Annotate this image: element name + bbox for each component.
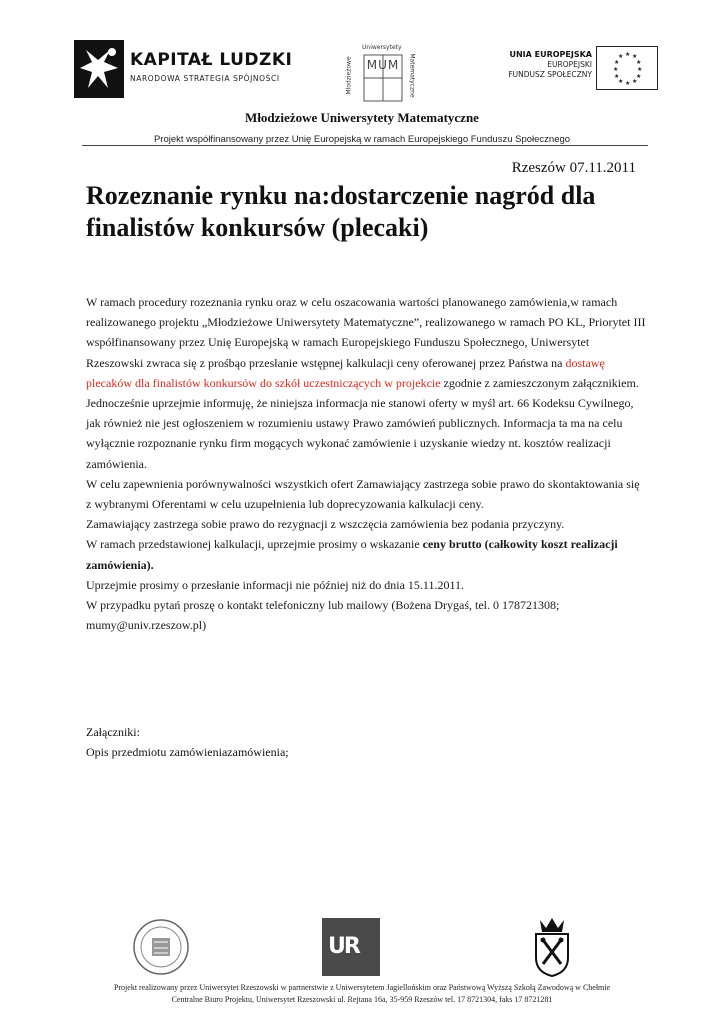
paragraph-5 (86, 534, 646, 574)
paragraph-1-text-b: zgodnie z zamieszczonym załącznikiem. (440, 375, 639, 390)
paragraph-1 (86, 292, 646, 393)
project-title: Młodzieżowe Uniwersytety Matematyczne (245, 110, 479, 125)
paragraph-6: Uprzejmie prosimy o przesłanie informacji nie później niż do dnia 15.11.2011. (86, 577, 465, 592)
star-figure-icon (72, 38, 126, 100)
kapital-ludzki-logo (72, 38, 312, 100)
header-logos (0, 28, 724, 108)
jagiellonian-crest-icon (532, 914, 572, 978)
footer-logos (0, 912, 724, 982)
svg-text:★: ★ (614, 73, 620, 80)
eu-line3: FUNDUSZ SPOŁECZNY (508, 70, 592, 79)
document-date: Rzeszów 07.11.2011 (511, 160, 636, 176)
svg-text:★: ★ (618, 78, 624, 85)
svg-text:★: ★ (632, 53, 638, 60)
footer (0, 982, 724, 1006)
svg-text:★: ★ (613, 66, 619, 73)
svg-text:★: ★ (636, 59, 642, 66)
eu-flag-icon (596, 46, 658, 90)
attachments (86, 722, 289, 762)
footer-line1: Projekt realizowany przez Uniwersytet Rzeszowski w partnerstwie z Uniwersytetem Jagiellońskim oraz Państwową Wyższą Szkołą Zawodową w Chełmie (113, 983, 611, 992)
ur-logo-text: UR (328, 934, 359, 959)
mum-left-text: Młodzieżowe (345, 56, 353, 95)
paragraph-2: Jednocześnie uprzejmie informuję, że niniejsza informacja nie stanowi oferty w myśl art. 66 Kodeksu Cywilnego, jak również nie jest ogłoszeniem w rozumieniu ustawy Prawo zamówień publicznych. Informacja ta ma na celu wyłącznie rozpoznanie rynku firm mogących wykonać zamówienie i uzyskanie wiedzy nt. kosztów realizacji zamówienia. (86, 396, 634, 471)
eu-line1: UNIA EUROPEJSKA (509, 50, 592, 59)
svg-text:★: ★ (625, 80, 631, 87)
footer-line2: Centralne Biuro Projektu, Uniwersytet Rzeszowski ul. Rejtana 16a, 35-959 Rzeszów tel. 17 8721304, faks 17 8721281 (171, 995, 553, 1004)
paragraph-5-text: W ramach przedstawionej kalkulacji, uprzejmie prosimy o wskazanie (86, 537, 423, 552)
eu-logo (494, 46, 664, 92)
svg-text:★: ★ (632, 78, 638, 85)
price-requirement: ceny brutto (całkowity koszt realizacji zamówienia). (86, 537, 618, 572)
mum-top-text: Uniwersytety (362, 44, 402, 51)
mum-right-text: Matematyczne (408, 53, 416, 98)
kapital-ludzki-subtitle: NARODOWA STRATEGIA SPÓJNOŚCI (130, 74, 280, 83)
header-divider (82, 145, 648, 146)
svg-text:★: ★ (636, 73, 642, 80)
attachment-item: Opis przedmiotu zamówieniazamówienia; (86, 745, 289, 759)
ur-logo-icon (322, 918, 380, 976)
mum-letters: MUM (366, 58, 400, 72)
svg-text:★: ★ (637, 66, 643, 73)
paragraph-1-text-a: W ramach procedury rozeznania rynku oraz w celu oszacowania wartości planowanego zamówienia,w ramach realizowanego projektu „Młodzieżowe Uniwersytety Matematyczne”, realizowanego w ramach PO KL, Priorytet III współfinansowany przez Unię Europejską w ramach Europejskiego Funduszu Społecznego, Uniwersytet Rzeszowski zwraca się z prośbąo przesłanie wstępnej kalkulacji ceny oferowanej przez Państwa na (86, 295, 646, 370)
kapital-ludzki-title: KAPITAŁ LUDZKI (130, 50, 293, 70)
project-subtitle: Projekt współfinansowany przez Unię Europejską w ramach Europejskiego Funduszu Społecznego (153, 134, 571, 145)
document-body (86, 292, 646, 635)
paragraph-7: W przypadku pytań proszę o kontakt telefoniczny lub mailowy (Bożena Drygaś, tel. 0 178721308; mumy@univ.rzeszow.pl) (86, 598, 560, 633)
mum-logo (345, 42, 416, 108)
svg-text:★: ★ (618, 53, 624, 60)
attachments-label: Załączniki: (86, 725, 140, 739)
svg-text:★: ★ (625, 51, 631, 58)
paragraph-3: W celu zapewnienia porównywalności wszystkich ofert Zamawiający zastrzega sobie prawo do skontaktowania się z wybranymi Oferentami w celu uzupełnienia lub doprecyzowania kalkulacji ceny. (86, 476, 640, 512)
eu-line2: EUROPEJSKI (547, 60, 592, 69)
highlighted-subject: dostawę plecaków dla finalistów konkursów do szkół uczestniczących w projekcie (86, 355, 605, 390)
university-seal-icon (132, 918, 190, 976)
svg-text:★: ★ (614, 59, 620, 66)
paragraph-4: Zamawiający zastrzega sobie prawo do rezygnacji z wszczęcia zamówienia bez podania przyczyny. (86, 517, 565, 532)
document-title: Rozeznanie rynku na:dostarczenie nagród dla finalistów konkursów (plecaki) (86, 181, 596, 242)
